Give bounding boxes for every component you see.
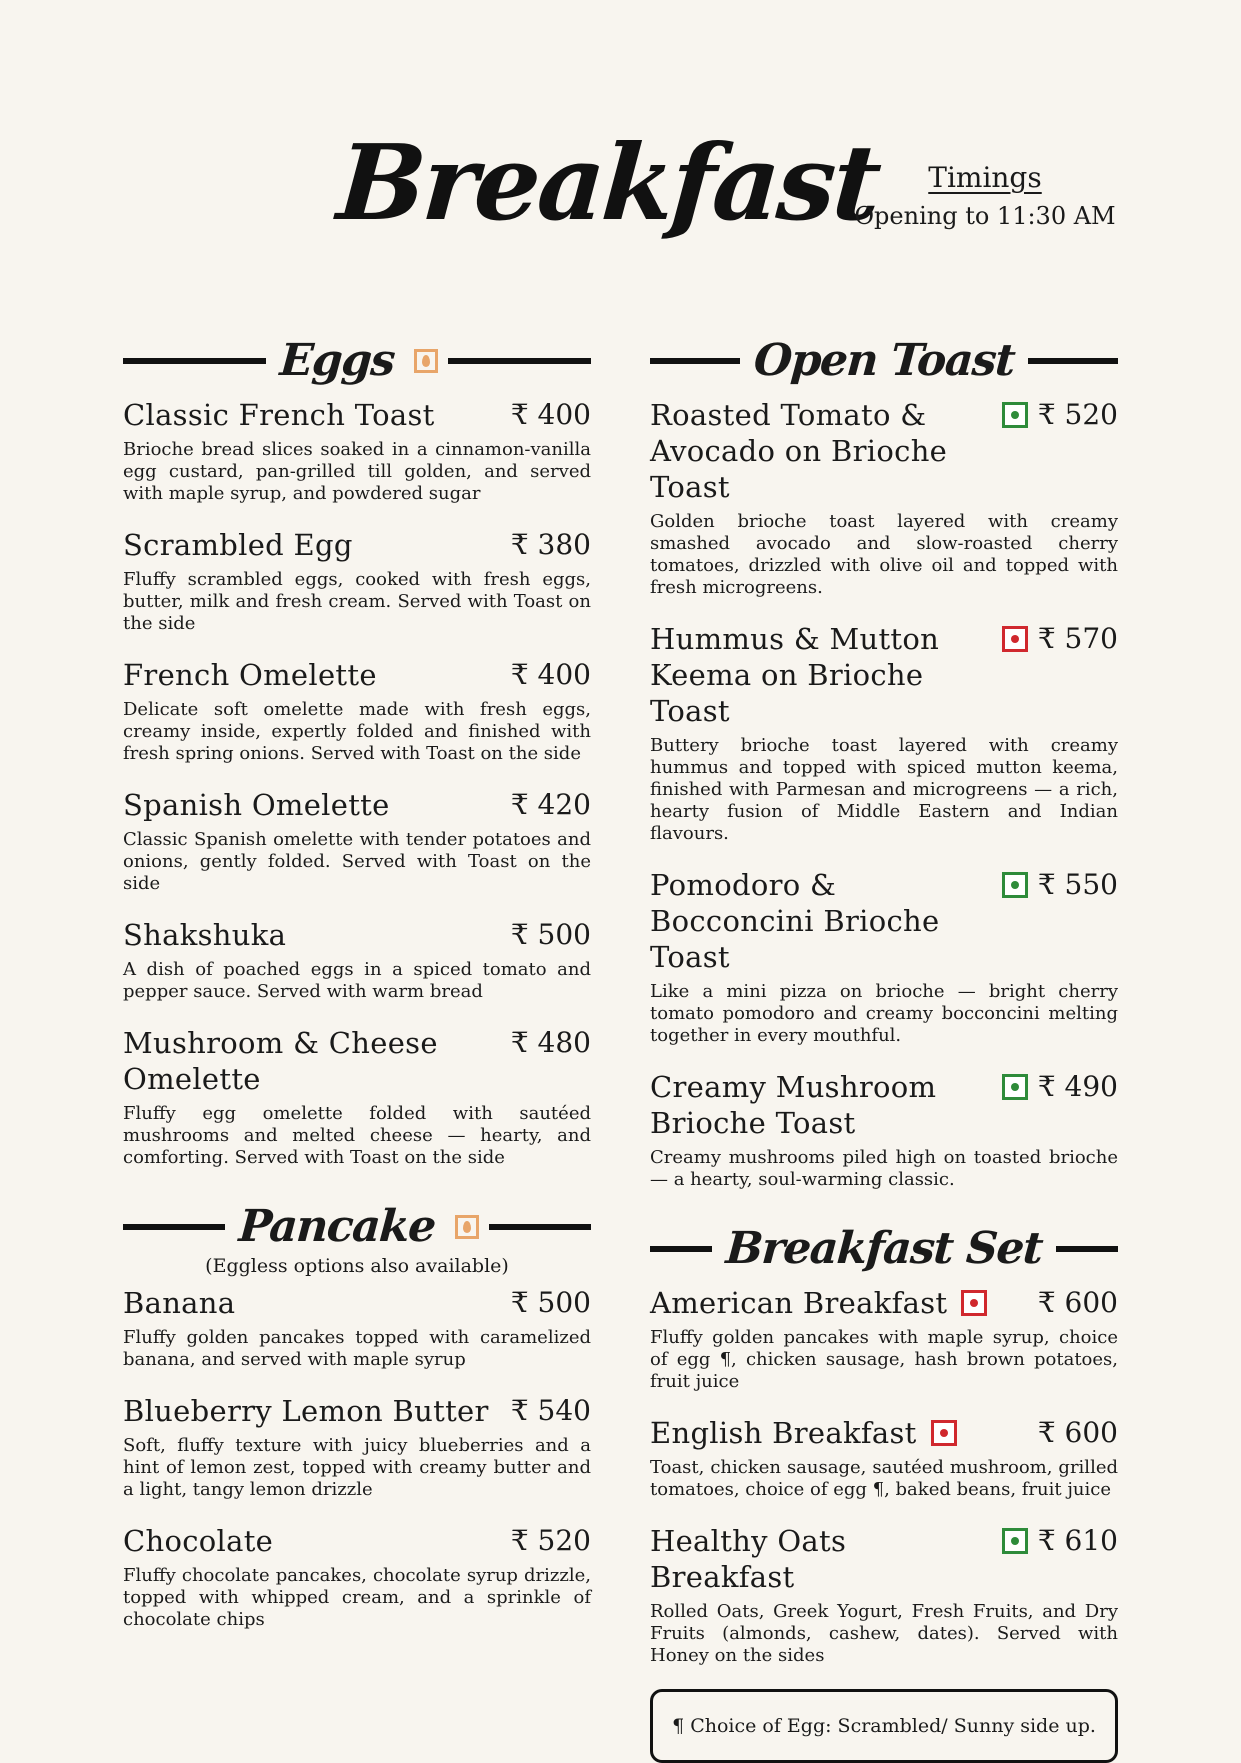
menu-item-title: [123, 1393, 501, 1429]
menu-item-price: ₹ 420: [510, 788, 591, 821]
divider: [650, 358, 740, 364]
menu-item: [123, 787, 591, 895]
veg-icon: [1002, 872, 1028, 898]
menu-item-title: [123, 397, 501, 433]
menu-item: [650, 1523, 1118, 1667]
menu-item-name: Spanish Omelette: [123, 788, 390, 822]
non-veg-icon: [1002, 626, 1028, 652]
divider: [650, 1246, 712, 1252]
menu-item-header: [123, 917, 591, 953]
menu-item-description: Rolled Oats, Greek Yogurt, Fresh Fruits, and Dry Fruits (almonds, cashew, dates). Served with Honey on the sides: [650, 1601, 1118, 1666]
menu-item-description: Golden brioche toast layered with creamy smashed avocado and slow-roasted cherry tomatoes, drizzled with olive oil and topped with fresh microgreens.: [650, 511, 1118, 598]
menu-item-title: [123, 917, 501, 953]
menu-item-title: [650, 1415, 1028, 1451]
menu-item: [123, 527, 591, 635]
menu-item: [123, 657, 591, 765]
menu-item-description: Toast, chicken sausage, sautéed mushroom, grilled tomatoes, choice of egg ¶, baked beans, fruit juice: [650, 1457, 1118, 1500]
menu-item-price: ₹ 380: [510, 528, 591, 561]
menu-item: [650, 1069, 1118, 1191]
menu-item-description: Fluffy scrambled eggs, cooked with fresh eggs, butter, milk and fresh cream. Served with Toast on the side: [123, 569, 591, 634]
non-veg-icon: [931, 1420, 957, 1446]
menu-item-header: [123, 657, 591, 693]
menu-item-description: Soft, fluffy texture with juicy blueberries and a hint of lemon zest, topped with creamy butter and a light, tangy lemon drizzle: [123, 1435, 591, 1500]
menu-item-title: [650, 1523, 1028, 1595]
egg-icon: [414, 349, 438, 373]
timings-hours: Opening to 11:30 AM: [854, 202, 1116, 230]
section-header-breakfast-set: [650, 1213, 1118, 1285]
menu-item-price: ₹ 520: [510, 1524, 591, 1557]
right-column: [650, 325, 1118, 1763]
menu-item-header: [650, 1069, 1118, 1141]
divider: [1056, 1246, 1118, 1252]
left-column: [123, 325, 591, 1653]
menu-item-header: [650, 867, 1118, 975]
menu-item-header: [650, 621, 1118, 729]
menu-item-price: ₹ 400: [510, 398, 591, 431]
eggless-note: (Eggless options also available): [205, 1255, 509, 1277]
menu-item-name: Blueberry Lemon Butter: [123, 1394, 489, 1428]
menu-item-title: [123, 1285, 501, 1321]
menu-item-title: [650, 867, 1028, 975]
menu-item: [123, 917, 591, 1003]
menu-item-price: ₹ 520: [1037, 398, 1118, 431]
menu-item-header: [650, 1523, 1118, 1595]
menu-item-price: ₹ 600: [1037, 1286, 1118, 1319]
menu-item-title: [650, 1069, 1028, 1141]
menu-item-price: ₹ 610: [1037, 1524, 1118, 1557]
menu-item-title: [123, 1523, 501, 1559]
menu-item: [123, 1393, 591, 1501]
menu-item-price: ₹ 540: [510, 1394, 591, 1427]
divider: [489, 1224, 591, 1230]
menu-item: [650, 621, 1118, 845]
menu-item-name: Pomodoro & Bocconcini Brioche Toast: [650, 868, 940, 974]
menu-item-description: Delicate soft omelette made with fresh eggs, creamy inside, expertly folded and finished with fresh spring onions. Served with Toast on the side: [123, 699, 591, 764]
divider: [123, 358, 266, 364]
menu-item-header: [123, 787, 591, 823]
timings-block: [850, 160, 1120, 234]
egg-icon: [455, 1215, 479, 1239]
menu-item-name: Creamy Mushroom Brioche Toast: [650, 1070, 937, 1140]
menu-item-description: Brioche bread slices soaked in a cinnamon-vanilla egg custard, pan-grilled till golden, and served with maple syrup, and powdered sugar: [123, 439, 591, 504]
menu-item-title: [650, 621, 1028, 729]
menu-item-price: ₹ 500: [510, 1286, 591, 1319]
menu-item-price: ₹ 480: [510, 1026, 591, 1059]
menu-item-name: French Omelette: [123, 658, 377, 692]
menu-item-description: Fluffy golden pancakes topped with caramelized banana, and served with maple syrup: [123, 1327, 591, 1370]
section-title-pancake: Pancake: [237, 1201, 437, 1252]
menu-item-name: Healthy Oats Breakfast: [650, 1524, 847, 1594]
menu-item-header: [123, 1523, 591, 1559]
menu-item-description: Fluffy chocolate pancakes, chocolate syrup drizzle, topped with whipped cream, and a sprinkle of chocolate chips: [123, 1565, 591, 1630]
divider: [448, 358, 591, 364]
veg-icon: [1002, 1528, 1028, 1554]
menu-item: [123, 1523, 591, 1631]
menu-item-description: Buttery brioche toast layered with creamy hummus and topped with spiced mutton keema, finished with Parmesan and microgreens — a rich, hearty fusion of Middle Eastern and Indian flavours.: [650, 735, 1118, 844]
menu-item-description: Creamy mushrooms piled high on toasted brioche — a hearty, soul-warming classic.: [650, 1147, 1118, 1190]
menu-item-price: ₹ 550: [1037, 868, 1118, 901]
section-title-breakfast-set: Breakfast Set: [724, 1223, 1044, 1274]
menu-item-header: [650, 1415, 1118, 1451]
timings-label: Timings: [928, 161, 1042, 194]
menu-item: [123, 397, 591, 505]
menu-item-header: [123, 397, 591, 433]
menu-item-title: [123, 527, 501, 563]
menu-item-description: Fluffy egg omelette folded with sautéed mushrooms and melted cheese — hearty, and comforting. Served with Toast on the side: [123, 1103, 591, 1168]
eggs-list: [123, 397, 591, 1169]
section-title-eggs: Eggs: [278, 335, 396, 386]
non-veg-icon: [961, 1290, 987, 1316]
menu-item-name: Scrambled Egg: [123, 528, 353, 562]
menu-item-name: Mushroom & Cheese Omelette: [123, 1026, 438, 1096]
menu-item: [123, 1025, 591, 1169]
menu-item-header: [123, 1025, 591, 1097]
menu-item-price: ₹ 600: [1037, 1416, 1118, 1449]
section-header-eggs: [123, 325, 591, 397]
menu-item-name: Roasted Tomato & Avocado on Brioche Toast: [650, 398, 948, 504]
menu-item-header: [650, 1285, 1118, 1321]
menu-item-name: Classic French Toast: [123, 398, 435, 432]
menu-item-title: [123, 657, 501, 693]
menu-item-description: A dish of poached eggs in a spiced tomato and pepper sauce. Served with warm bread: [123, 959, 591, 1002]
menu-item-description: Classic Spanish omelette with tender potatoes and onions, gently folded. Served with Toast on the side: [123, 829, 591, 894]
menu-item-header: [123, 1285, 591, 1321]
egg-choice-note: ¶ Choice of Egg: Scrambled/ Sunny side up.: [650, 1689, 1118, 1763]
menu-item-name: American Breakfast: [650, 1286, 948, 1320]
menu-item: [123, 1285, 591, 1371]
menu-item: [650, 867, 1118, 1047]
veg-icon: [1002, 1074, 1028, 1100]
section-header-open-toast: [650, 325, 1118, 397]
menu-item-header: [123, 527, 591, 563]
menu-item-name: Hummus & Mutton Keema on Brioche Toast: [650, 622, 940, 728]
open-toast-list: [650, 397, 1118, 1191]
menu-item-description: Fluffy golden pancakes with maple syrup, choice of egg ¶, chicken sausage, hash brown potatoes, fruit juice: [650, 1327, 1118, 1392]
pancake-list: [123, 1285, 591, 1631]
menu-item-title: [123, 787, 501, 823]
menu-item-price: ₹ 500: [510, 918, 591, 951]
menu-item-title: [650, 397, 1028, 505]
section-title-open-toast: Open Toast: [752, 335, 1016, 386]
menu-item-price: ₹ 570: [1037, 622, 1118, 655]
breakfast-set-list: [650, 1285, 1118, 1667]
menu-item-name: Shakshuka: [123, 918, 287, 952]
page-title: Breakfast: [333, 121, 883, 244]
menu-item-title: [123, 1025, 501, 1097]
menu-item-name: Chocolate: [123, 1524, 274, 1558]
divider: [123, 1224, 225, 1230]
veg-icon: [1002, 402, 1028, 428]
menu-item-header: [650, 397, 1118, 505]
menu-item: [650, 1285, 1118, 1393]
menu-item-price: ₹ 400: [510, 658, 591, 691]
menu-item-header: [123, 1393, 591, 1429]
menu-item-name: Banana: [123, 1286, 236, 1320]
menu-item-description: Like a mini pizza on brioche — bright cherry tomato pomodoro and creamy bocconcini melting together in every mouthful.: [650, 981, 1118, 1046]
menu-item: [650, 397, 1118, 599]
menu-item-name: English Breakfast: [650, 1416, 917, 1450]
menu-item: [650, 1415, 1118, 1501]
menu-item-title: [650, 1285, 1028, 1321]
divider: [1028, 358, 1118, 364]
menu-item-price: ₹ 490: [1037, 1070, 1118, 1103]
